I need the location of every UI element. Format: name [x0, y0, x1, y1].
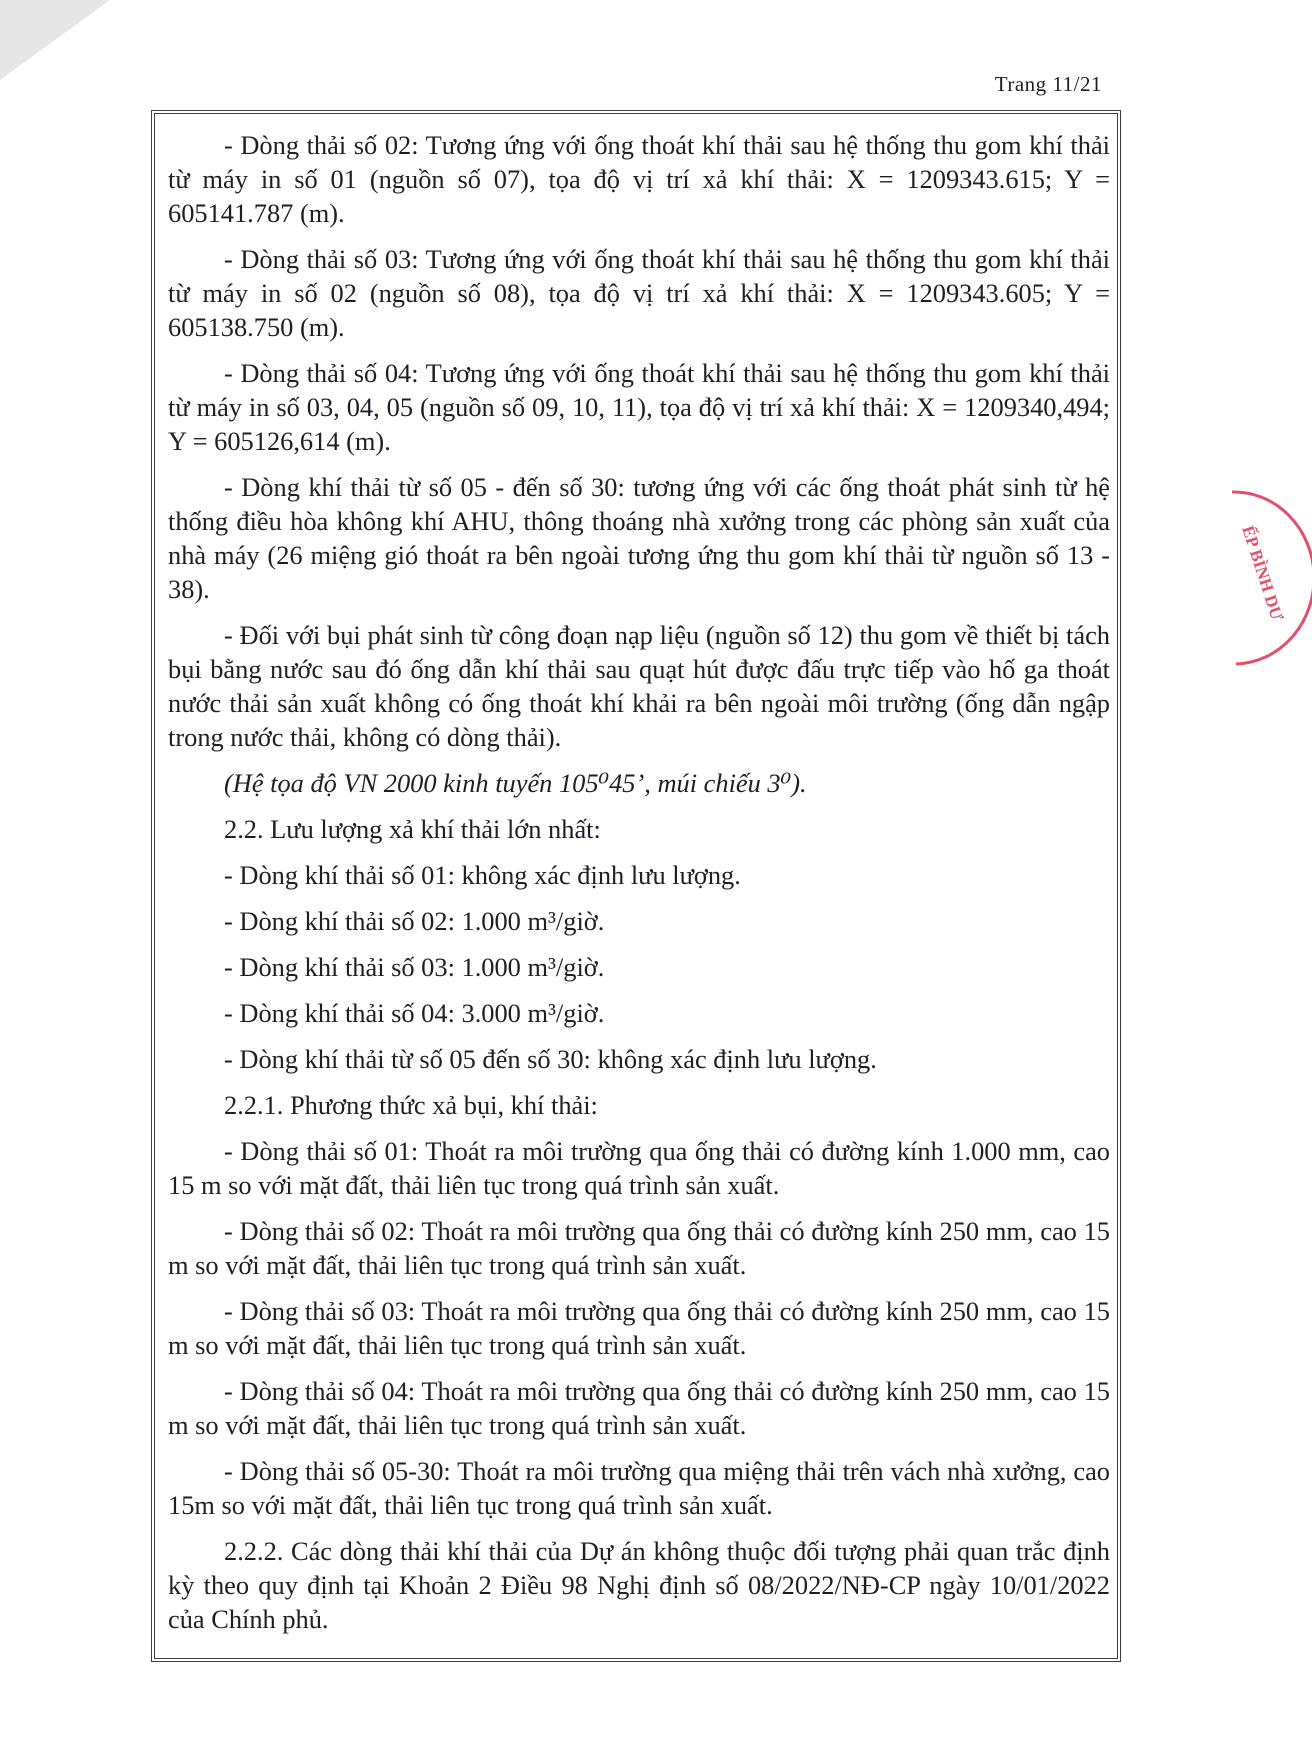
list-item: - Dòng khí thải số 04: 3.000 m³/giờ.: [224, 998, 605, 1028]
red-seal-stamp: [1192, 488, 1312, 668]
list-item: - Dòng khí thải từ số 05 đến số 30: không xác định lưu lượng.: [224, 1044, 877, 1074]
section-heading: 2.2.1. Phương thức xả bụi, khí thải:: [224, 1090, 598, 1120]
paragraph: - Dòng thải số 03: Tương ứng với ống thoát khí thải sau hệ thống thu gom khí thải từ máy in số 02 (nguồn số 08), tọa độ vị trí xả khí thải: X = 1209343.605; Y = 605138.750 (m).: [168, 244, 1110, 342]
paragraph: - Dòng thải số 05-30: Thoát ra môi trường qua miệng thải trên vách nhà xưởng, cao 15m so với mặt đất, thải liên tục trong quá trình sản xuất.: [168, 1456, 1110, 1520]
paragraph: - Dòng thải số 02: Tương ứng với ống thoát khí thải sau hệ thống thu gom khí thải từ máy in số 01 (nguồn số 07), tọa độ vị trí xả khí thải: X = 1209343.615; Y = 605141.787 (m).: [168, 130, 1110, 228]
document-body: [168, 128, 1110, 1648]
page-number: Trang 11/21: [994, 72, 1102, 96]
list-item: - Dòng khí thải số 01: không xác định lưu lượng.: [224, 860, 741, 890]
paragraph: - Dòng thải số 03: Thoát ra môi trường qua ống thải có đường kính 250 mm, cao 15 m so với mặt đất, thải liên tục trong quá trình sản xuất.: [168, 1296, 1110, 1360]
paragraph: 2.2.2. Các dòng thải khí thải của Dự án không thuộc đối tượng phải quan trắc định kỳ theo quy định tại Khoản 2 Điều 98 Nghị định số 08/2022/NĐ-CP ngày 10/01/2022 của Chính phủ.: [168, 1536, 1110, 1634]
list-item: - Dòng khí thải số 03: 1.000 m³/giờ.: [224, 952, 605, 982]
scan-shadow-corner: [0, 0, 110, 80]
paragraph: - Dòng thải số 04: Tương ứng với ống thoát khí thải sau hệ thống thu gom khí thải từ máy in số 03, 04, 05 (nguồn số 09, 10, 11), tọa độ vị trí xả khí thải: X = 1209340,494; Y = 605126,614 (m).: [168, 358, 1110, 456]
paragraph: - Dòng thải số 02: Thoát ra môi trường qua ống thải có đường kính 250 mm, cao 15 m so với mặt đất, thải liên tục trong quá trình sản xuất.: [168, 1216, 1110, 1280]
paragraph: - Dòng khí thải từ số 05 - đến số 30: tương ứng với các ống thoát phát sinh từ hệ thống điều hòa không khí AHU, thông thoáng nhà xưởng trong các phòng sản xuất của nhà máy (26 miệng gió thoát ra bên ngoài tương ứng thu gom khí thải từ nguồn số 13 - 38).: [168, 472, 1110, 604]
paragraph: - Đối với bụi phát sinh từ công đoạn nạp liệu (nguồn số 12) thu gom về thiết bị tách bụi bằng nước sau đó ống dẫn khí thải sau quạt hút được đấu trực tiếp vào hố ga thoát nước thải sản xuất không có ống thoát khí khải ra bên ngoài môi trường (ống dẫn ngập trong nước thải, không có dòng thải).: [168, 620, 1110, 752]
paragraph: - Dòng thải số 04: Thoát ra môi trường qua ống thải có đường kính 250 mm, cao 15 m so với mặt đất, thải liên tục trong quá trình sản xuất.: [168, 1376, 1110, 1440]
coordinate-note: (Hệ tọa độ VN 2000 kinh tuyến 105⁰45’, múi chiếu 3⁰).: [224, 768, 807, 798]
list-item: - Dòng khí thải số 02: 1.000 m³/giờ.: [224, 906, 605, 936]
paragraph: - Dòng thải số 01: Thoát ra môi trường qua ống thải có đường kính 1.000 mm, cao 15 m so với mặt đất, thải liên tục trong quá trình sản xuất.: [168, 1136, 1110, 1200]
section-heading: 2.2. Lưu lượng xả khí thải lớn nhất:: [224, 814, 601, 844]
seal-text: ẾP BÌNH DƯ: [1238, 523, 1287, 623]
